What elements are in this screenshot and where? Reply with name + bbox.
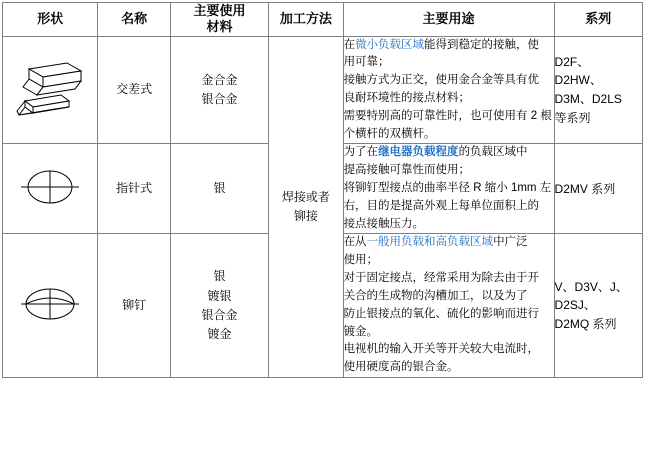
header-material	[170, 3, 268, 37]
series-line: D2MQ 系列	[554, 316, 617, 331]
usage-text: 在从	[343, 236, 367, 249]
crossbar-contact-icon	[3, 36, 98, 144]
pointer-contact-icon	[3, 144, 98, 234]
series-list	[554, 144, 642, 234]
series-line: D2SJ、	[554, 298, 596, 313]
usage-description	[343, 234, 554, 378]
usage-line: 使用；	[343, 254, 379, 267]
rivet-contact-icon	[3, 234, 98, 378]
usage-line: 关合的生成物的沟槽加工，以及为了	[343, 289, 528, 302]
header-material-line2: 材料	[206, 19, 233, 35]
usage-line: 用可靠；	[343, 56, 390, 69]
material-item: 银合金	[201, 91, 238, 106]
contact-name: 交差式	[98, 36, 170, 144]
usage-line	[344, 234, 554, 252]
contact-name: 指针式	[98, 144, 170, 234]
header-row	[3, 3, 643, 37]
header-name: 名称	[98, 3, 170, 37]
usage-line: 将铆钉型接点的曲率半径 R 缩小 1mm 左	[343, 182, 552, 194]
usage-line: 使用硬度高的银合金。	[343, 361, 459, 374]
usage-line: 提高接触可靠性而使用；	[343, 164, 471, 177]
material-item: 镀金	[207, 326, 232, 341]
header-series: 系列	[554, 3, 642, 37]
series-line: D2F、	[554, 54, 590, 69]
series-line: 等系列	[554, 110, 591, 125]
material-item: 镀银	[207, 288, 232, 303]
usage-description	[343, 36, 554, 144]
contact-name: 铆钉	[98, 234, 170, 378]
series-list	[554, 234, 642, 378]
process-method	[269, 36, 343, 377]
header-material-line1: 主要使用	[193, 3, 246, 18]
usage-line: 防止银接点的氧化、硫化的影响而进行	[343, 307, 540, 320]
process-line2: 铆接	[293, 208, 318, 223]
series-list	[554, 36, 642, 144]
pointer-contact-svg	[11, 160, 89, 214]
material-list	[171, 267, 268, 344]
series-line: D2MV 系列	[554, 181, 616, 196]
header-usage: 主要用途	[343, 3, 554, 37]
series-line: D3M、D2LS	[554, 91, 622, 106]
contact-material	[170, 234, 268, 378]
material-item: 金合金	[201, 72, 238, 87]
usage-line: 对于固定接点，经常采用为除去由于开	[343, 272, 540, 285]
table-header	[3, 3, 643, 37]
usage-text: 的负载区域中	[458, 146, 528, 159]
usage-highlight: 继电器负载程度	[378, 146, 459, 159]
series-line: D2HW、	[554, 73, 602, 88]
contact-material	[170, 36, 268, 144]
usage-line: 镀金。	[343, 325, 379, 338]
table-body	[3, 36, 643, 377]
usage-line	[344, 144, 554, 162]
usage-line: 接点接触压力。	[343, 217, 425, 230]
usage-line: 良耐环境性的接点材料；	[343, 91, 471, 104]
rivet-contact-svg	[11, 276, 89, 332]
material-item: 银	[213, 181, 226, 196]
header-process: 加工方法	[269, 3, 343, 37]
usage-line: 需要特别高的可靠性时，也可使用有 2 根	[343, 109, 552, 122]
usage-text: 能得到稳定的接触，使	[424, 38, 540, 51]
crossbar-contact-svg	[11, 57, 89, 119]
header-shape: 形状	[3, 3, 98, 37]
usage-description	[343, 144, 554, 234]
process-line1: 焊接或者	[281, 189, 330, 204]
usage-line: 电视机的输入开关等开关较大电流时，	[343, 343, 540, 356]
series-line: V、D3V、J、	[554, 279, 628, 294]
material-list	[171, 71, 268, 109]
usage-text: 中广泛	[493, 236, 528, 249]
material-list	[171, 179, 268, 198]
usage-line: 右，目的是提高外观上每单位面积上的	[343, 199, 540, 212]
usage-line	[344, 37, 554, 55]
contact-types-table	[2, 2, 643, 378]
usage-highlight: 一般用负载和高负载区域	[366, 236, 494, 249]
material-item: 银合金	[201, 307, 238, 322]
contact-material	[170, 144, 268, 234]
usage-line: 接触方式为正交，使用金合金等具有优	[343, 74, 540, 87]
usage-line: 个横杆的双横杆。	[343, 127, 436, 140]
table-row	[3, 36, 643, 144]
usage-text: 在	[343, 38, 356, 51]
usage-text: 为了在	[343, 146, 379, 159]
material-item: 银	[213, 269, 226, 284]
usage-highlight: 微小负载区域	[355, 38, 425, 51]
